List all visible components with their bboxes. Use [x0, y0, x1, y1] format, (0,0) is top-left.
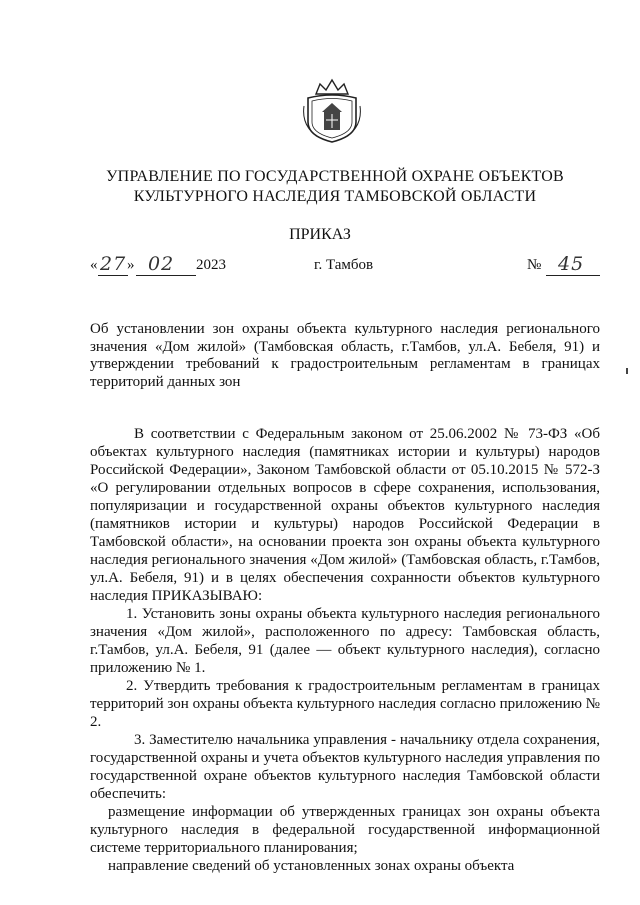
document-type: ПРИКАЗ — [289, 226, 351, 243]
document-number-underline — [546, 275, 600, 276]
date-month: 02 — [148, 253, 175, 275]
document-subject: Об установлении зон охраны объекта культурного наследия регионального значения «Дом жилой» (Тамбовская область, г.Тамбов, ул.А. Бебеля, 91) и утверждении требований к градостроительным регламентам в границах территорий данных зон — [90, 321, 600, 390]
paragraph-item-1: 1. Установить зоны охраны объекта культурного наследия регионального значения «Дом жилой», расположенного по адресу: Тамбовская область, г.Тамбов, ул.А. Бебеля, 91 (далее — объект культурного наследия), согласно приложению № 1. — [90, 606, 600, 676]
document-number-label: № — [527, 257, 542, 273]
date-quote-close: » — [127, 257, 135, 273]
date-day-underline — [98, 275, 128, 276]
date-year: 2023 — [196, 257, 226, 273]
paragraph-item-3-task-2: направление сведений об установленных зонах охраны объекта — [108, 858, 515, 874]
document-number: 45 — [558, 253, 585, 275]
date-number-row — [90, 253, 600, 281]
document-body — [90, 425, 600, 875]
date-quote-open: « — [90, 257, 98, 273]
paragraph-item-2: 2. Утвердить требования к градостроительным регламентам в границах территорий зон охраны объекта культурного наследия согласно приложению № 2. — [90, 678, 600, 730]
coat-of-arms-icon — [302, 76, 362, 146]
paragraph-item-3-task-1: размещение информации об утвержденных границах зон охраны объекта культурного наследия в федеральной государственной информационной системе территориального планирования; — [90, 804, 600, 856]
organization-name-line1: УПРАВЛЕНИЕ ПО ГОСУДАРСТВЕННОЙ ОХРАНЕ ОБЪЕКТОВ — [106, 168, 564, 185]
document-city: г. Тамбов — [314, 257, 374, 273]
date-day: 27 — [100, 253, 127, 275]
scan-edge-mark — [626, 368, 628, 374]
organization-name-line2: КУЛЬТУРНОГО НАСЛЕДИЯ ТАМБОВСКОЙ ОБЛАСТИ — [133, 188, 537, 205]
date-month-underline — [136, 275, 196, 276]
paragraph-preamble: В соответствии с Федеральным законом от 25.06.2002 № 73-ФЗ «Об объектах культурного наследия (памятниках истории и культуры) народов Российской Федерации», Законом Тамбовской области от 05.10.2015 № 572-З «О регулировании отдельных вопросов в сфере сохранения, использования, популяризации и государственной охраны объектов культурного наследия (памятников истории и культуры) народов Российской Федерации в Тамбовской области», на основании проекта зон охраны объекта культурного наследия регионального значения «Дом жилой» (Тамбовская область, г.Тамбов, ул.А. Бебеля, 91) и в целях обеспечения сохранности объектов культурного наследия ПРИКАЗЫВАЮ: — [90, 426, 600, 604]
paragraph-item-3: 3. Заместителю начальника управления - начальнику отдела сохранения, государственной охраны и учета объектов культурного наследия управления по государственной охране объектов культурного наследия Тамбовской области обеспечить: — [90, 732, 600, 802]
